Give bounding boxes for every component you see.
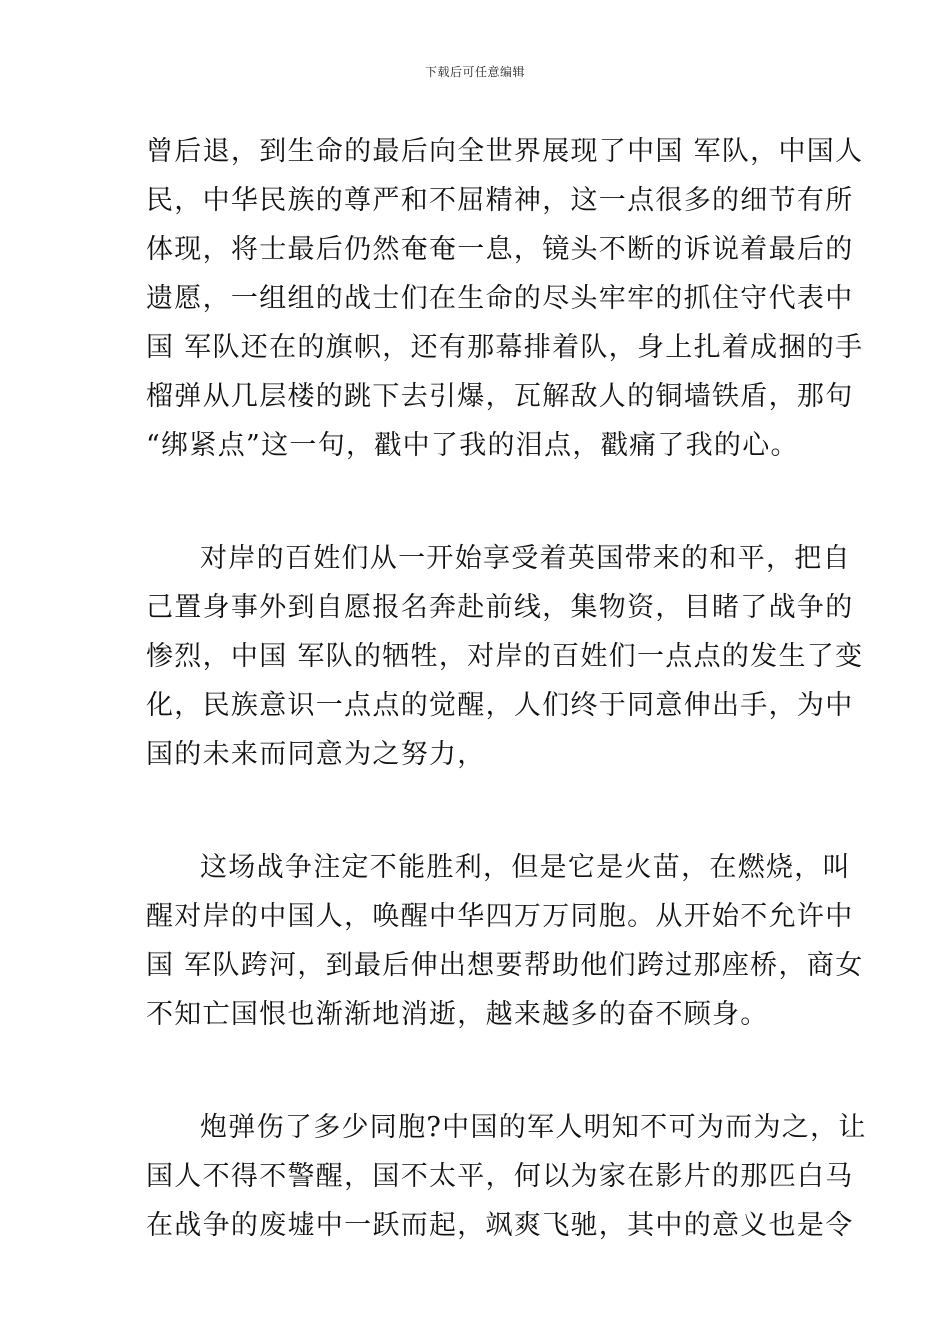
paragraph-3	[146, 843, 864, 1039]
paragraph-2	[146, 534, 864, 779]
text-line: 曾后退，到生命的最后向全世界展现了中国 军队，中国人	[146, 136, 864, 167]
text-line: 国 军队还在的旗帜，还有那幕排着队，身上扎着成捆的手	[146, 332, 864, 363]
text-line: 遗愿，一组组的战士们在生命的尽头牢牢的抓住守代表中	[146, 283, 854, 314]
paragraph-4	[146, 1103, 867, 1250]
text-line: 这场战争注定不能胜利，但是它是火苗，在燃烧，叫	[200, 852, 851, 883]
text-line: 国的未来而同意为之努力，	[146, 739, 486, 770]
text-line: 在战争的废墟中一跃而起，飒爽飞驰，其中的意义也是令	[146, 1210, 854, 1241]
text-line: 民，中华民族的尊严和不屈精神，这一点很多的细节有所	[146, 185, 854, 216]
text-line: 醒对岸的中国人，唤醒中华四万万同胞。从开始不允许中	[146, 901, 854, 932]
page-header: 下载后可任意编辑	[424, 65, 525, 79]
text-line: 国人不得不警醒，国不太平，何以为家在影片的那匹白马	[146, 1161, 854, 1192]
text-line: 炮弹伤了多少同胞?中国的军人明知不可为而为之，让	[200, 1112, 867, 1143]
paragraph-1	[146, 127, 864, 470]
text-line: 对岸的百姓们从一开始享受着英国带来的和平，把自	[200, 543, 851, 574]
document-body	[146, 127, 867, 1250]
text-line: “绑紧点”这一句，戳中了我的泪点，戳痛了我的心。	[146, 430, 799, 461]
text-line: 体现，将士最后仍然奄奄一息，镜头不断的诉说着最后的	[146, 234, 854, 265]
paragraph-spacer	[146, 1039, 811, 1103]
text-line: 惨烈，中国 军队的牺牲，对岸的百姓们一点点的发生了变	[146, 641, 864, 672]
text-line: 榴弹从几层楼的跳下去引爆，瓦解敌人的铜墙铁盾，那句	[146, 381, 854, 412]
text-line: 化，民族意识一点点的觉醒，人们终于同意伸出手，为中	[146, 690, 854, 721]
text-line: 不知亡国恨也渐渐地消逝，越来越多的奋不顾身。	[146, 999, 769, 1030]
text-line: 己置身事外到自愿报名奔赴前线，集物资，目睹了战争的	[146, 592, 854, 623]
text-line: 国 军队跨河，到最后伸出想要帮助他们跨过那座桥，商女	[146, 950, 864, 981]
paragraph-spacer	[146, 470, 811, 534]
paragraph-spacer	[146, 779, 811, 843]
